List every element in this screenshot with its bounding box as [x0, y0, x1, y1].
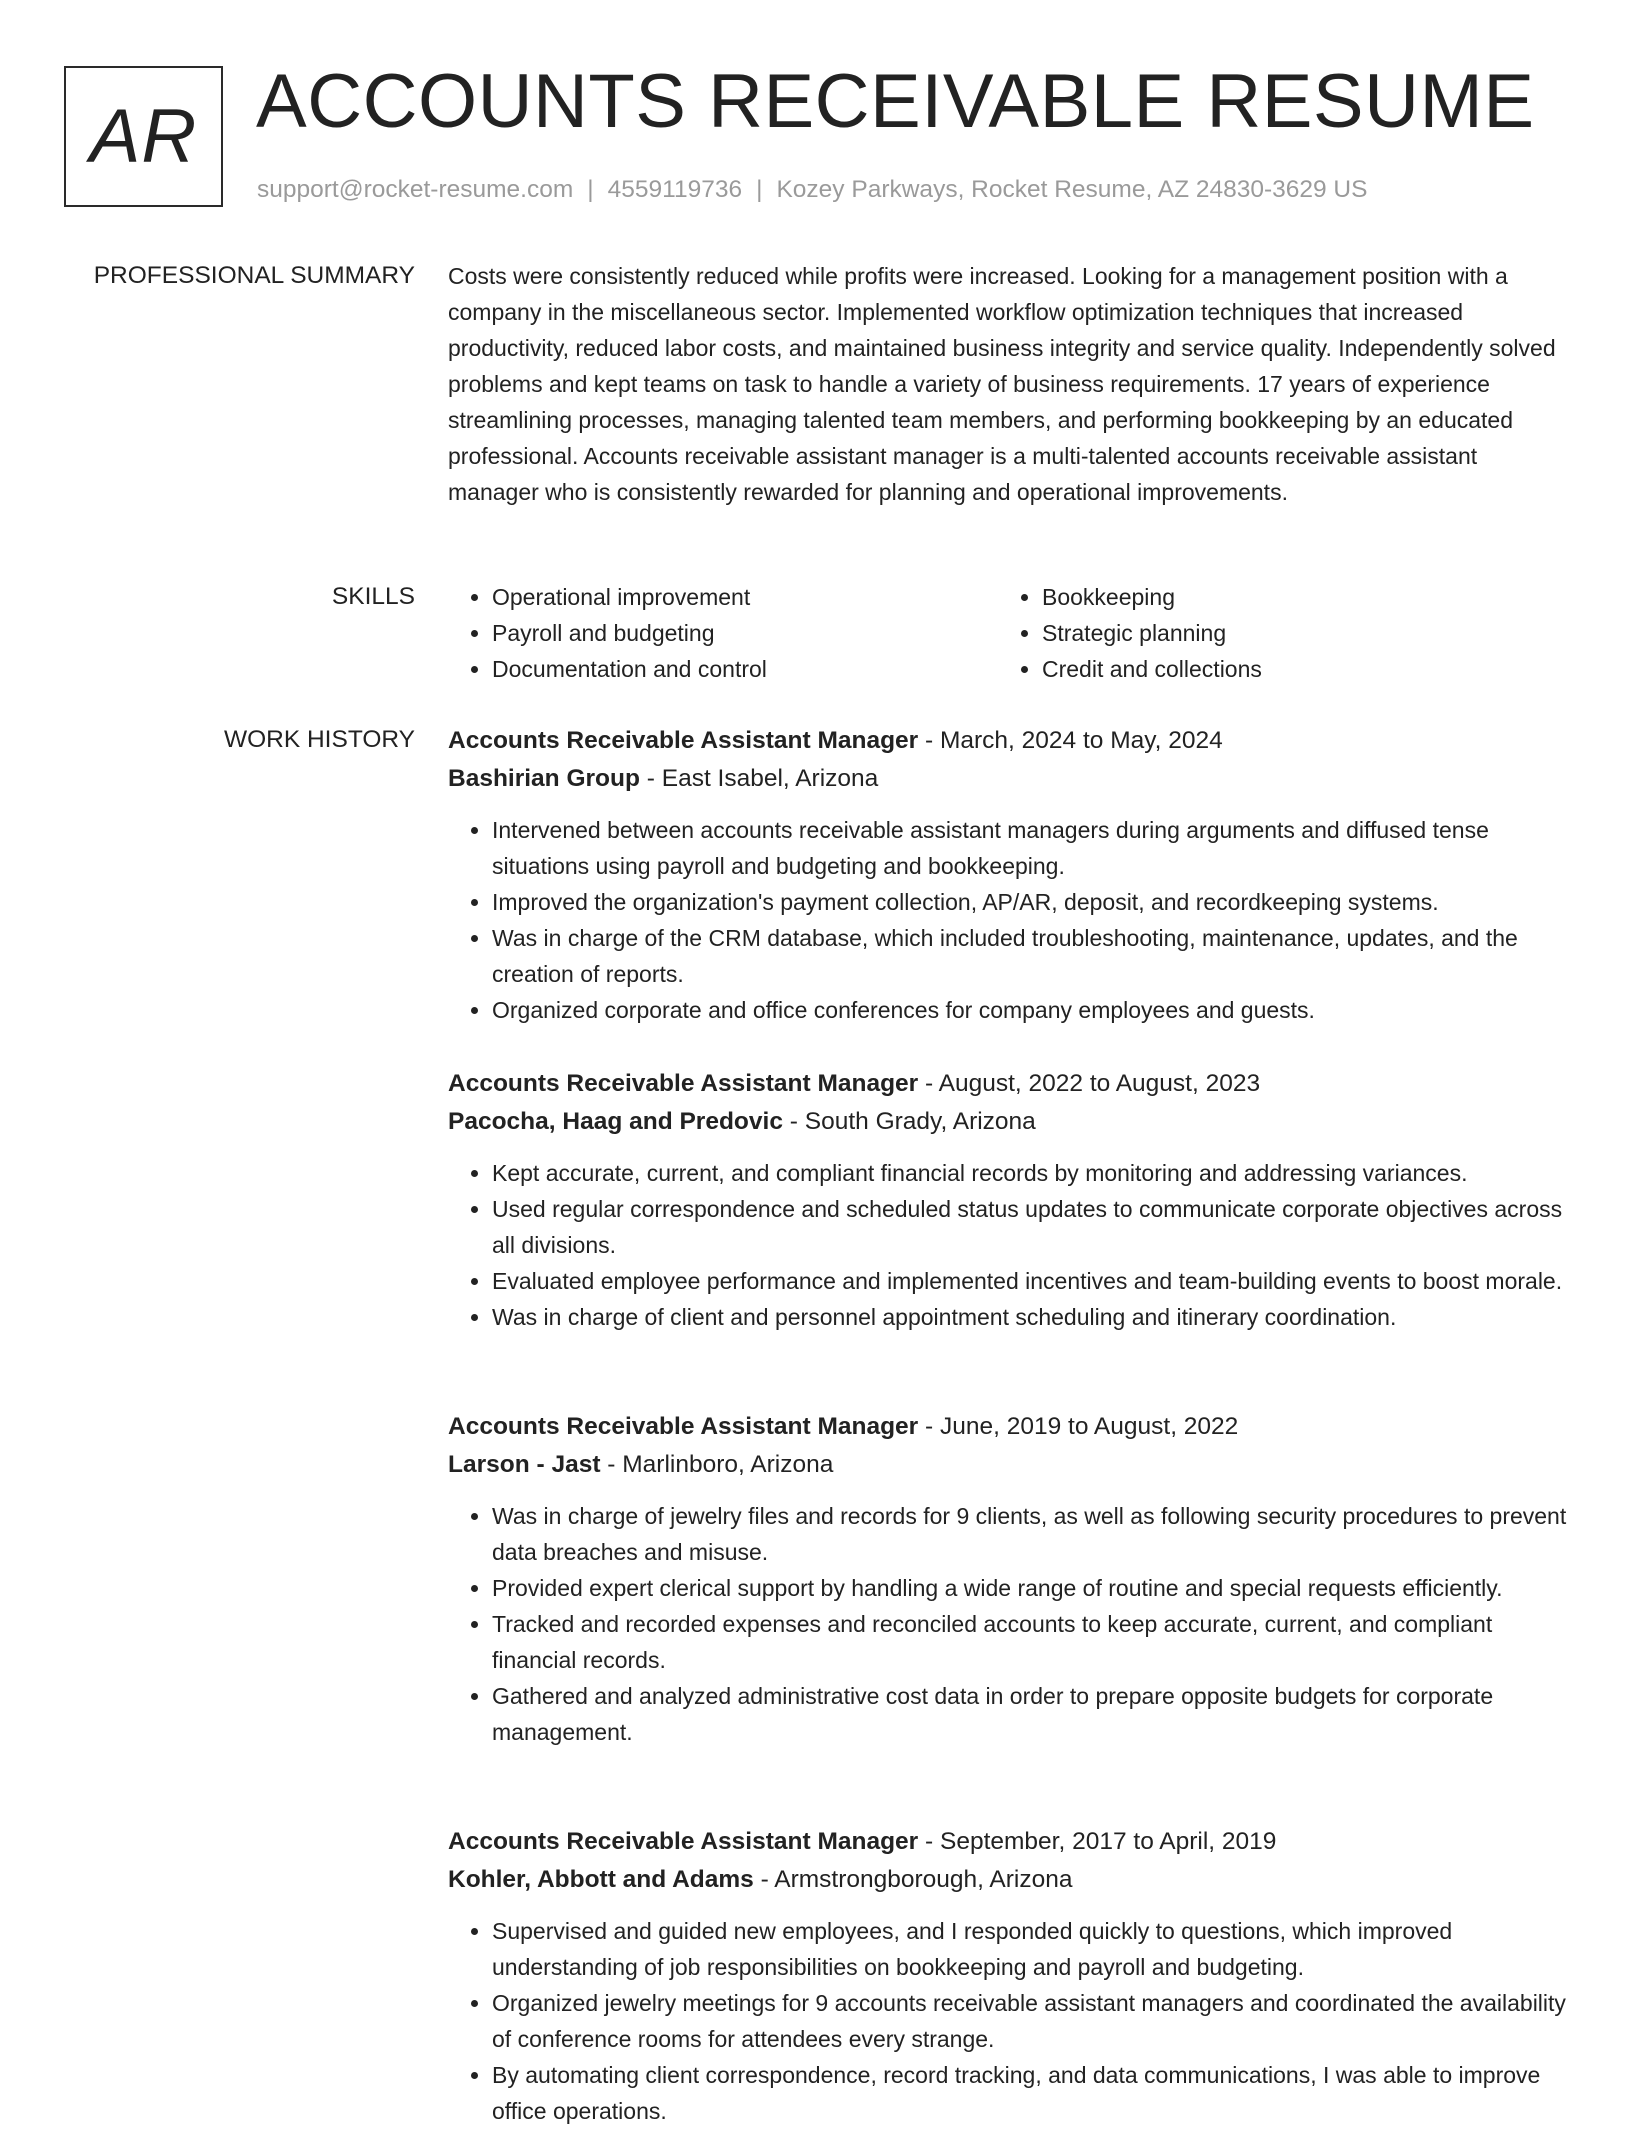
contact-address: Kozey Parkways, Rocket Resume, AZ 24830-3629 US [776, 176, 1368, 203]
job-bullet: • Was in charge of the CRM database, which included troubleshooting, maintenance, updates, and the creation of reports. [492, 920, 1572, 992]
job-bullet: • By automating client correspondence, record tracking, and data communications, I was able to improve office operations. [492, 2057, 1572, 2129]
job-dates: - September, 2017 to April, 2019 [918, 1828, 1277, 1855]
job-title: Accounts Receivable Assistant Manager [448, 1413, 919, 1440]
job-bullet: • Organized jewelry meetings for 9 accounts receivable assistant managers and coordinated the availability of conference rooms for attendees every strange. [492, 1985, 1572, 2057]
job-bullet: • Was in charge of jewelry files and records for 9 clients, as well as following security procedures to prevent data breaches and misuse. [492, 1498, 1572, 1570]
resume-title: ACCOUNTS RECEIVABLE RESUME [256, 59, 1535, 144]
job-company-line [448, 760, 1572, 798]
job-entry [448, 722, 1572, 1028]
job-entry [448, 1065, 1572, 1335]
skills-list-right [998, 579, 1548, 687]
skill-item: • Bookkeeping [1042, 579, 1548, 615]
job-bullet: • Evaluated employee performance and implemented incentives and team-building events to boost morale. [492, 1263, 1572, 1299]
job-entry [448, 1823, 1572, 2129]
job-dates: - June, 2019 to August, 2022 [918, 1413, 1239, 1440]
job-company: Pacocha, Haag and Predovic [448, 1108, 783, 1135]
job-bullet: • Provided expert clerical support by handling a wide range of routine and special requests efficiently. [492, 1570, 1572, 1606]
job-bullets [448, 812, 1572, 1028]
job-company: Bashirian Group [448, 765, 640, 792]
job-title-line [448, 1823, 1572, 1861]
job-dates: - March, 2024 to May, 2024 [918, 727, 1223, 754]
contact-line [257, 173, 1367, 207]
skills-heading: SKILLS [331, 583, 415, 610]
job-bullet: • Tracked and recorded expenses and reconciled accounts to keep accurate, current, and compliant financial records. [492, 1606, 1572, 1678]
job-company-line [448, 1446, 1572, 1484]
contact-phone[interactable]: 4559119736 [607, 176, 743, 203]
job-title: Accounts Receivable Assistant Manager [448, 727, 919, 754]
skill-item: • Payroll and budgeting [492, 615, 998, 651]
job-title-line [448, 722, 1572, 760]
monogram-initials: AR [89, 94, 198, 179]
job-company: Larson - Jast [448, 1451, 601, 1478]
job-title: Accounts Receivable Assistant Manager [448, 1828, 919, 1855]
skill-item: • Documentation and control [492, 651, 998, 687]
job-title-line [448, 1408, 1572, 1446]
job-bullet: • Was in charge of client and personnel appointment scheduling and itinerary coordination. [492, 1299, 1572, 1335]
job-entry [448, 1408, 1572, 1750]
contact-separator: | [756, 176, 763, 203]
job-company: Kohler, Abbott and Adams [448, 1866, 754, 1893]
job-bullet: • Improved the organization's payment collection, AP/AR, deposit, and recordkeeping systems. [492, 884, 1572, 920]
work-history-heading: WORK HISTORY [223, 726, 415, 753]
skill-item: • Credit and collections [1042, 651, 1548, 687]
job-dates: - August, 2022 to August, 2023 [918, 1070, 1261, 1097]
job-bullets [448, 1913, 1572, 2129]
monogram-box [64, 66, 223, 207]
job-company-line [448, 1103, 1572, 1141]
job-location: - South Grady, Arizona [782, 1108, 1036, 1135]
job-title-line [448, 1065, 1572, 1103]
job-location: - East Isabel, Arizona [639, 765, 879, 792]
summary-heading: PROFESSIONAL SUMMARY [93, 262, 415, 289]
contact-email[interactable]: support@rocket-resume.com [257, 176, 574, 203]
job-bullet: • Supervised and guided new employees, and I responded quickly to questions, which improved understanding of job responsibilities on bookkeeping and payroll and budgeting. [492, 1913, 1572, 1985]
skills-list-left [448, 579, 998, 687]
job-location: - Armstrongborough, Arizona [753, 1866, 1073, 1893]
job-company-line [448, 1861, 1572, 1899]
job-title: Accounts Receivable Assistant Manager [448, 1070, 919, 1097]
skill-item: • Operational improvement [492, 579, 998, 615]
job-bullet: • Intervened between accounts receivable assistant managers during arguments and diffused tense situations using payroll and budgeting and bookkeeping. [492, 812, 1572, 884]
job-bullets [448, 1155, 1572, 1335]
skill-item: • Strategic planning [1042, 615, 1548, 651]
job-bullet: • Kept accurate, current, and compliant financial records by monitoring and addressing variances. [492, 1155, 1572, 1191]
skills-grid [448, 579, 1572, 687]
contact-separator: | [587, 176, 594, 203]
job-location: - Marlinboro, Arizona [600, 1451, 834, 1478]
job-bullets [448, 1498, 1572, 1750]
job-bullet: • Gathered and analyzed administrative cost data in order to prepare opposite budgets for corporate management. [492, 1678, 1572, 1750]
job-bullet: • Organized corporate and office conferences for company employees and guests. [492, 992, 1572, 1028]
summary-text: Costs were consistently reduced while profits were increased. Looking for a management position with a company in the miscellaneous sector. Implemented workflow optimization techniques that increased productivity, reduced labor costs, and maintained business integrity and service quality. Independently solved problems and kept teams on task to handle a variety of business requirements. 17 years of experience streamlining processes, managing talented team members, and performing bookkeeping by an educated professional. Accounts receivable assistant manager is a multi-talented accounts receivable assistant manager who is consistently rewarded for planning and operational improvements. [448, 263, 1556, 505]
job-bullet: • Used regular correspondence and scheduled status updates to communicate corporate objectives across all divisions. [492, 1191, 1572, 1263]
